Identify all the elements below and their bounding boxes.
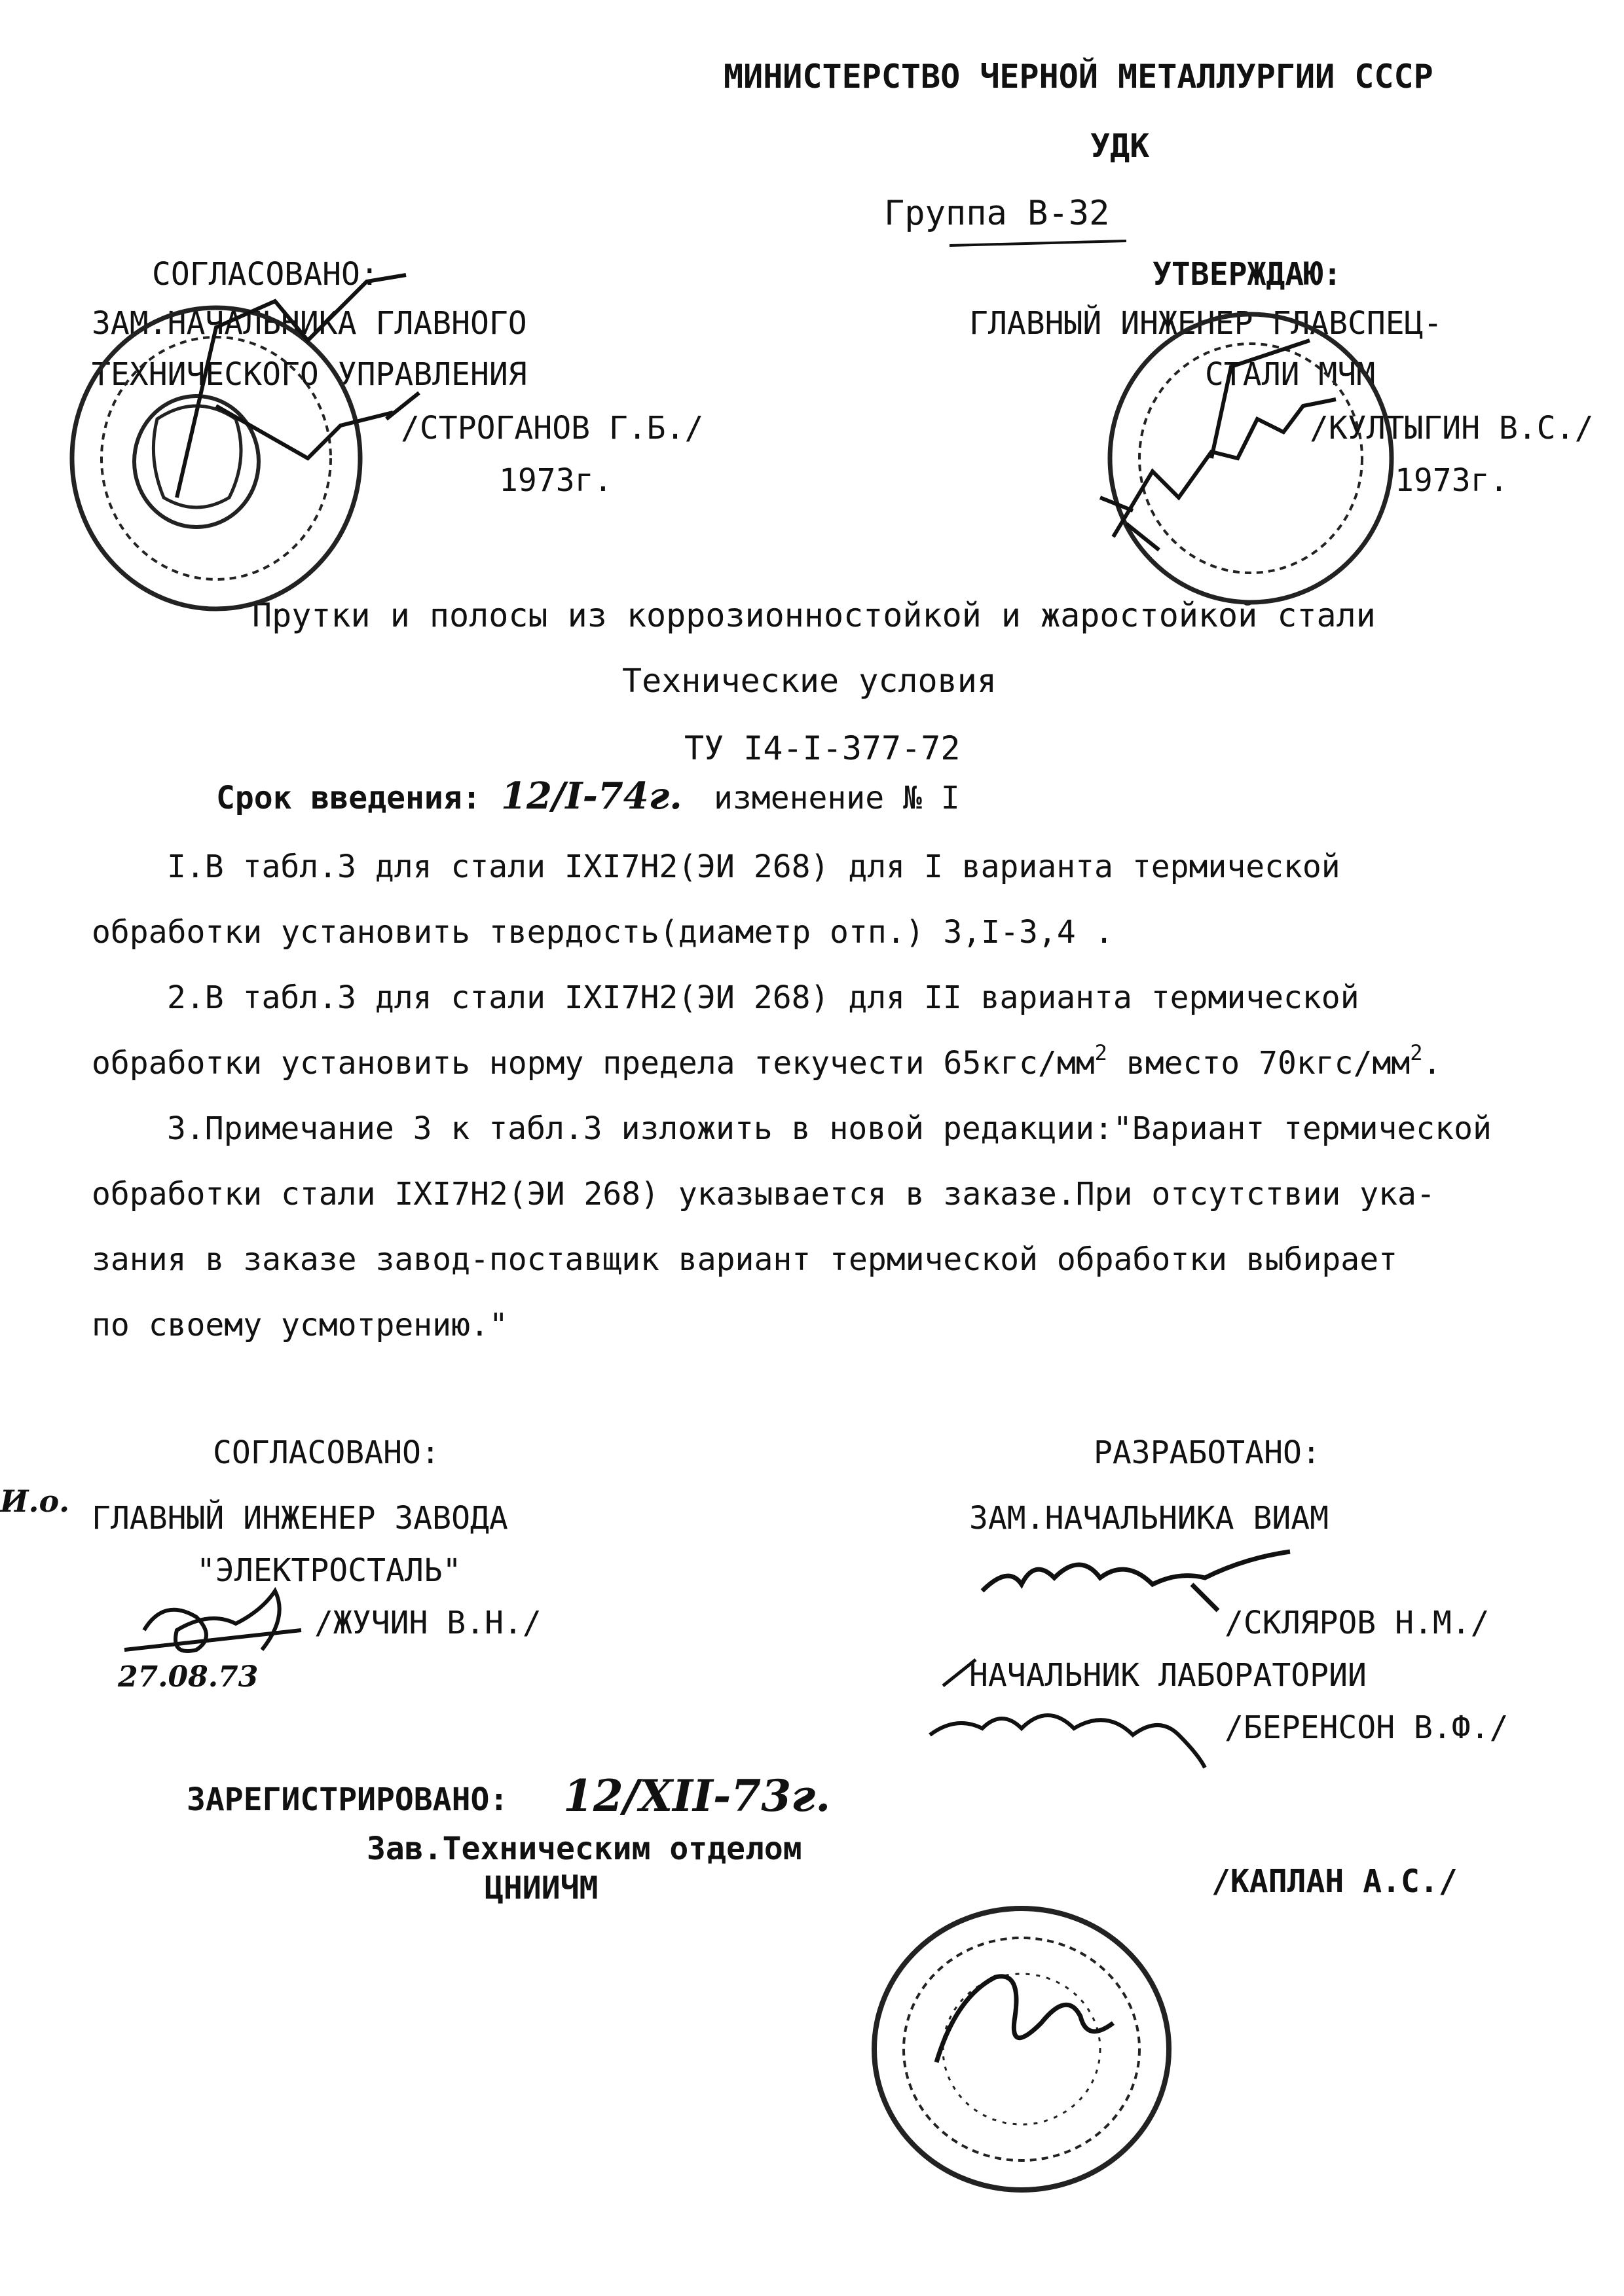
developed-line1: ЗАМ.НАЧАЛЬНИКА ВИАМ (969, 1500, 1329, 1537)
approval-left-line2: ТЕХНИЧЕСКОГО УПРАВЛЕНИЯ (92, 356, 527, 393)
para3-line2: обработки стали IXI7Н2(ЭИ 268) указывается в заказе.При отсутствии ука- (92, 1176, 1435, 1212)
para2-line2-text-a: обработки установить норму предела текучести 65кгс/мм (92, 1045, 1095, 1082)
para3-line3: зания в заказе завод-поставщик вариант термической обработки выбирает (92, 1241, 1397, 1278)
agreed-bottom-name: /ЖУЧИН В.Н./ (314, 1605, 542, 1641)
superscript: 2 (1094, 1040, 1107, 1065)
developed-title: РАЗРАБОТАНО: (1094, 1434, 1321, 1471)
developed-name3: /КАПЛАН А.С./ (1211, 1863, 1458, 1900)
bottom-stamp (874, 1908, 1169, 2190)
agreed-bottom-date: 27.08.73 (118, 1660, 259, 1694)
document-title: Прутки и полосы из коррозионностойкой и жаростойкой стали (252, 596, 1376, 634)
approval-right-line1: ГЛАВНЫЙ ИНЖЕНЕР ГЛАВСПЕЦ- (969, 305, 1443, 342)
registered-line2: ЦНИИЧМ (485, 1870, 599, 1906)
term-label: Срок введения: (216, 780, 481, 816)
bottom-stamp-signature (936, 1977, 1113, 2062)
document-subtitle: Технические условия (622, 662, 997, 700)
approval-left-year: 1973г. (499, 462, 613, 499)
approval-left-title: СОГЛАСОВАНО: (152, 256, 379, 293)
change-number: изменение № I (714, 780, 960, 816)
group-underline (950, 241, 1126, 246)
group-label: Группа В-32 (884, 194, 1110, 233)
para2-line2-text-c: . (1422, 1045, 1442, 1082)
approval-right-year: 1973г. (1395, 462, 1509, 499)
lab-signature-stroke (943, 1660, 976, 1686)
developed-line2: НАЧАЛЬНИК ЛАБОРАТОРИИ (969, 1657, 1367, 1694)
left-stamp (72, 308, 360, 609)
right-stamp (1110, 314, 1392, 602)
term-date: 12/I-74г. (501, 774, 682, 818)
approval-right-name: /КУЛТЫГИН В.С./ (1310, 410, 1594, 446)
approval-left-line1: ЗАМ.НАЧАЛЬНИКА ГЛАВНОГО (92, 305, 527, 342)
para2-line2-text-b: вместо 70кгс/мм (1107, 1045, 1411, 1082)
para1-line1: I.В табл.3 для стали IXI7Н2(ЭИ 268) для I варианта термической (167, 848, 1340, 885)
document-code: ТУ I4-I-377-72 (684, 729, 961, 767)
para3-line1: 3.Примечание 3 к табл.3 изложить в новой редакции:"Вариант термической (167, 1110, 1492, 1147)
agreed-bottom-title: СОГЛАСОВАНО: (213, 1434, 440, 1471)
agreed-bottom-line1: ГЛАВНЫЙ ИНЖЕНЕР ЗАВОДА (92, 1500, 508, 1537)
registered-date: 12/XII-73г. (563, 1770, 831, 1821)
approval-left-name: /СТРОГАНОВ Г.Б./ (401, 410, 704, 446)
sklyarov-signature (982, 1552, 1290, 1611)
agreed-bottom-line2: "ЭЛЕКТРОСТАЛЬ" (196, 1552, 462, 1589)
para1-line2: обработки установить твердость(диаметр отп.) 3,I-3,4 . (92, 914, 1114, 951)
superscript: 2 (1410, 1040, 1423, 1065)
ministry-heading: МИНИСТЕРСТВО ЧЕРНОЙ МЕТАЛЛУРГИИ СССР (724, 58, 1433, 96)
acting-prefix: И.о. (0, 1484, 70, 1519)
developed-name1: /СКЛЯРОВ Н.М./ (1225, 1605, 1490, 1641)
approval-right-line2: СТАЛИ МЧМ (1205, 356, 1376, 393)
developed-name2: /БЕРЕНСОН В.Ф./ (1225, 1709, 1509, 1746)
registered-label: ЗАРЕГИСТРИРОВАНО: (187, 1781, 509, 1818)
para3-line4: по своему усмотрению." (92, 1307, 508, 1343)
registered-line1: Зав.Техническим отделом (367, 1831, 802, 1867)
para2-line1: 2.В табл.3 для стали IXI7Н2(ЭИ 268) для II варианта термической (167, 979, 1359, 1016)
berenson-signature (930, 1715, 1205, 1768)
approval-right-title: УТВЕРЖДАЮ: (1153, 256, 1342, 293)
udk-label: УДК (1090, 127, 1150, 165)
zhuchin-signature (124, 1591, 301, 1651)
